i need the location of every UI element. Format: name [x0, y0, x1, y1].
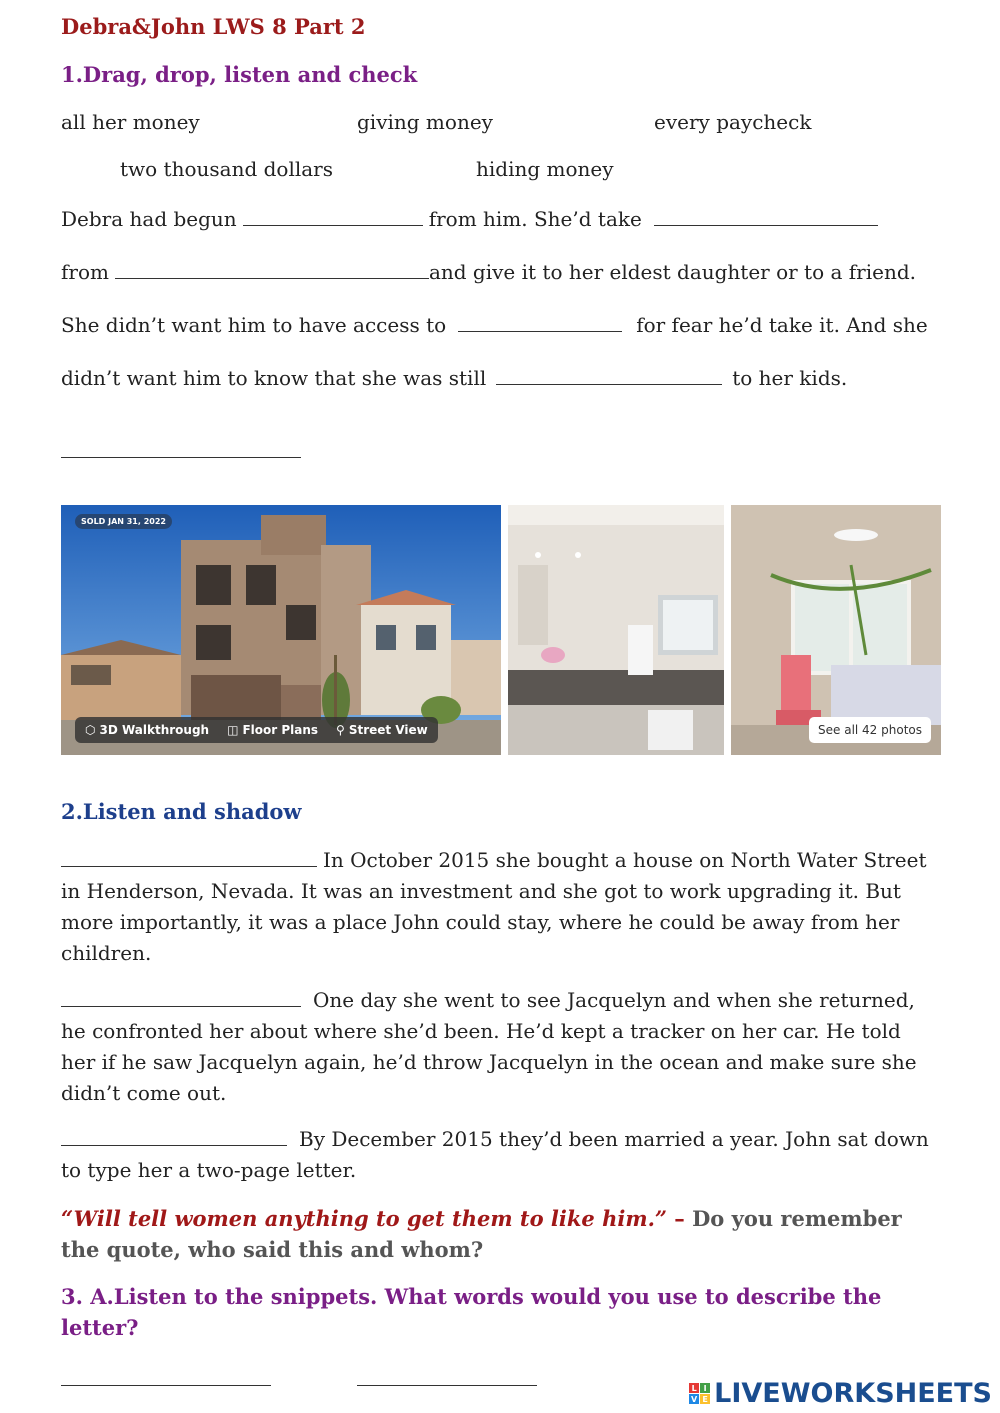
- house-photos: [61, 505, 941, 755]
- cloze-text: and give it to her eldest daughter or to a friend.: [428, 260, 917, 284]
- section1-heading: 1.Drag, drop, listen and check: [61, 62, 418, 87]
- paragraph-text: In October 2015 she bought a house on North Water Street in Henderson, Nevada. It was an investment and she got to work upgrading it. But more importantly, it was a place John could stay, where he could be away from her children.: [61, 848, 927, 965]
- cloze-text: didn’t want him to know that she was still: [61, 366, 487, 390]
- cloze-line-3: [61, 311, 928, 337]
- section2-heading: 2.Listen and shadow: [61, 799, 302, 824]
- person-icon: ⚲: [336, 723, 345, 737]
- extra-blank-line: [61, 437, 301, 463]
- shadow-paragraph-2: [61, 985, 941, 1109]
- drop-blank[interactable]: [496, 364, 722, 385]
- kitchen-photo[interactable]: [508, 505, 724, 755]
- drop-blank[interactable]: [458, 311, 622, 332]
- floor-plans-button[interactable]: [227, 723, 318, 737]
- logo-letter: L: [689, 1383, 699, 1393]
- logo-letter: V: [691, 1394, 698, 1404]
- drop-blank[interactable]: [115, 258, 429, 279]
- logo-letter: E: [700, 1394, 710, 1404]
- street-view-button[interactable]: [336, 723, 428, 737]
- sold-badge: SOLD JAN 31, 2022: [75, 514, 172, 529]
- page-title: Debra&John LWS 8 Part 2: [61, 14, 366, 39]
- paragraph-text: One day she went to see Jacquelyn and when she returned, he confronted her about where she’d been. He’d kept a tracker on her car. He told her if he saw Jacquelyn again, he’d throw Jacquelyn in the ocean and make sure she didn’t come out.: [61, 988, 917, 1105]
- see-all-photos-button[interactable]: See all 42 photos: [809, 717, 931, 743]
- word-option[interactable]: giving money: [357, 110, 493, 134]
- cloze-line-4: [61, 364, 847, 390]
- logo-text: LIVEWORKSHEETS: [714, 1378, 992, 1409]
- answer-blank[interactable]: [61, 1365, 271, 1386]
- answer-blank[interactable]: [61, 986, 301, 1007]
- word-option[interactable]: every paycheck: [654, 110, 812, 134]
- logo-mark-icon: [689, 1383, 710, 1404]
- kitchen-image: [508, 505, 724, 755]
- quote-question: [61, 1203, 941, 1265]
- house-exterior-photo[interactable]: [61, 505, 501, 755]
- cloze-line-1: [61, 205, 884, 231]
- section3-heading: 3. A.Listen to the snippets. What words would you use to describe the letter?: [61, 1284, 882, 1340]
- floor-plans-label: Floor Plans: [242, 723, 319, 737]
- answer-blank[interactable]: [357, 1365, 537, 1386]
- photo-toolbar: [75, 717, 438, 743]
- paragraph-text: By December 2015 they’d been married a year. John sat down to type her a two-page letter.: [61, 1127, 929, 1182]
- liveworksheets-logo: [689, 1378, 992, 1409]
- cloze-text: for fear he’d take it. And she: [636, 313, 928, 337]
- shadow-paragraph-1: [61, 845, 941, 969]
- shadow-paragraph-3: [61, 1124, 941, 1186]
- quote-dash: –: [674, 1206, 685, 1231]
- cloze-text: from him. She’d take: [428, 207, 642, 231]
- floor-plan-icon: ◫: [227, 723, 239, 737]
- cloze-text: She didn’t want him to have access to: [61, 313, 447, 337]
- word-option[interactable]: hiding money: [476, 157, 614, 181]
- section3-answer-line: [61, 1365, 543, 1391]
- walkthrough-label: 3D Walkthrough: [99, 723, 210, 737]
- logo-letter: I: [700, 1383, 710, 1393]
- cloze-text: from: [61, 260, 109, 284]
- drop-blank[interactable]: [654, 205, 878, 226]
- cloze-text: Debra had begun: [61, 207, 237, 231]
- drop-blank[interactable]: [61, 437, 301, 458]
- drop-blank[interactable]: [243, 205, 423, 226]
- quote-question-text: Do you remember the quote, who said this and whom?: [61, 1206, 902, 1262]
- word-option[interactable]: two thousand dollars: [120, 157, 334, 181]
- cloze-text: to her kids.: [732, 366, 848, 390]
- walkthrough-button[interactable]: [85, 723, 209, 737]
- cube-icon: ⬡: [85, 723, 96, 737]
- answer-blank[interactable]: [61, 846, 317, 867]
- quote-text: “Will tell women anything to get them to like him.”: [61, 1206, 667, 1231]
- bedroom-photo[interactable]: [731, 505, 941, 755]
- answer-blank[interactable]: [61, 1125, 287, 1146]
- street-view-label: Street View: [348, 723, 428, 737]
- word-option[interactable]: all her money: [61, 110, 200, 134]
- cloze-line-2: [61, 258, 916, 284]
